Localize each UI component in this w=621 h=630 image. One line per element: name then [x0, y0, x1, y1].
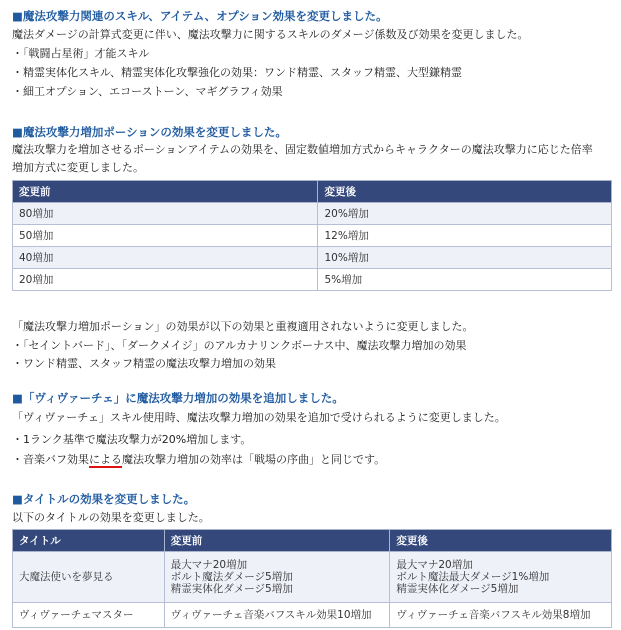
title-header-before: 変更前: [164, 530, 390, 552]
potion-after-cell: 12%増加: [318, 225, 612, 247]
title-before-cell: [164, 603, 390, 628]
table-row: [13, 552, 612, 603]
section3-line-3: [12, 453, 385, 467]
title-header-after: 変更後: [390, 530, 612, 552]
potion-before-cell: 20増加: [13, 269, 318, 291]
potion-table-header: [13, 181, 612, 203]
potion-after-cell: 20%増加: [318, 203, 612, 225]
title-after-cell: [390, 552, 612, 603]
section1-heading: ■魔法攻撃力関連のスキル、アイテム、オプション効果を変更しました。: [12, 9, 388, 23]
title-before-line: ボルト魔法ダメージ5増加: [170, 571, 293, 583]
title-name-cell: ヴィヴァーチェマスター: [13, 603, 165, 628]
potion-before-cell: 80増加: [13, 203, 318, 225]
section2-after-line-3: ・ワンド精霊、スタッフ精霊の魔法攻撃力増加の効果: [12, 357, 276, 370]
title-name-cell: 大魔法使いを夢見る: [13, 552, 165, 603]
section2-line-2: 増加方式に変更しました。: [12, 161, 144, 174]
section1-line-1: 魔法ダメージの計算式変更に伴い、魔法攻撃力に関するスキルのダメージ係数及び効果を変更しました。: [12, 28, 529, 41]
section3-line-2: ・1ランク基準で魔法攻撃力が20%増加します。: [12, 433, 252, 446]
section1-line-3: ・精霊実体化スキル、精霊実体化攻撃強化の効果：ワンド精霊、スタッフ精霊、大型鎌精霊: [12, 66, 463, 79]
potion-before-cell: 40増加: [13, 247, 318, 269]
section4-intro: 以下のタイトルの効果を変更しました。: [12, 511, 210, 524]
title-before-line: ヴィヴァーチェ音楽バフスキル効果10増加: [170, 609, 372, 621]
section2-after-line-1: 「魔法攻撃力増加ポーション」の効果が以下の効果と重複適用されないように変更しました。: [12, 320, 474, 333]
table-row: [13, 247, 612, 269]
title-before-line: 最大マナ20増加: [170, 559, 248, 571]
title-table-header: [13, 530, 612, 552]
underlined-emphasis: による: [89, 453, 122, 466]
table-row: [13, 225, 612, 247]
section3-line-3-post: 魔法攻撃力増加の効率は「戦場の序曲」と同じです。: [122, 453, 386, 466]
section3-heading: ■「ヴィヴァーチェ」に魔法攻撃力増加の効果を追加しました。: [12, 391, 344, 405]
potion-table: [12, 180, 612, 291]
title-after-line: ヴィヴァーチェ音楽バフスキル効果8増加: [396, 609, 591, 621]
section2-after-line-2: ・「セイントバード」、「ダークメイジ」のアルカナリンクボーナス中、魔法攻撃力増加の効果: [12, 339, 467, 352]
title-table: [12, 529, 612, 628]
section4-heading: ■タイトルの効果を変更しました。: [12, 492, 196, 506]
potion-before-cell: 50増加: [13, 225, 318, 247]
title-after-line: 最大マナ20増加: [396, 559, 473, 571]
title-before-cell: [164, 552, 390, 603]
section2-line-1: 魔法攻撃力を増加させるポーションアイテムの効果を、固定数値増加方式からキャラクターの魔法攻撃力に応じた倍率: [12, 143, 593, 156]
title-after-line: 精霊実体化ダメージ5増加: [396, 583, 519, 595]
section2-heading: ■魔法攻撃力増加ポーションの効果を変更しました。: [12, 125, 287, 139]
title-header-title: タイトル: [13, 530, 165, 552]
potion-header-before: 変更前: [13, 181, 318, 203]
potion-header-after: 変更後: [318, 181, 612, 203]
title-before-line: 精霊実体化ダメージ5増加: [170, 583, 293, 595]
section1-line-4: ・細工オプション、エコーストーン、マギグラフィ効果: [12, 85, 283, 98]
section1-line-2: ・「戦闘占星術」才能スキル: [12, 47, 150, 60]
table-row: [13, 203, 612, 225]
title-after-line: ボルト魔法最大ダメージ1%増加: [396, 571, 550, 583]
section3-line-3-pre: ・音楽バフ効果: [12, 453, 89, 466]
title-after-cell: [390, 603, 612, 628]
table-row: [13, 603, 612, 628]
section3-line-1: 「ヴィヴァーチェ」スキル使用時、魔法攻撃力増加の効果を追加で受けられるように変更しました。: [12, 411, 506, 424]
table-row: [13, 269, 612, 291]
potion-after-cell: 10%増加: [318, 247, 612, 269]
potion-after-cell: 5%増加: [318, 269, 612, 291]
